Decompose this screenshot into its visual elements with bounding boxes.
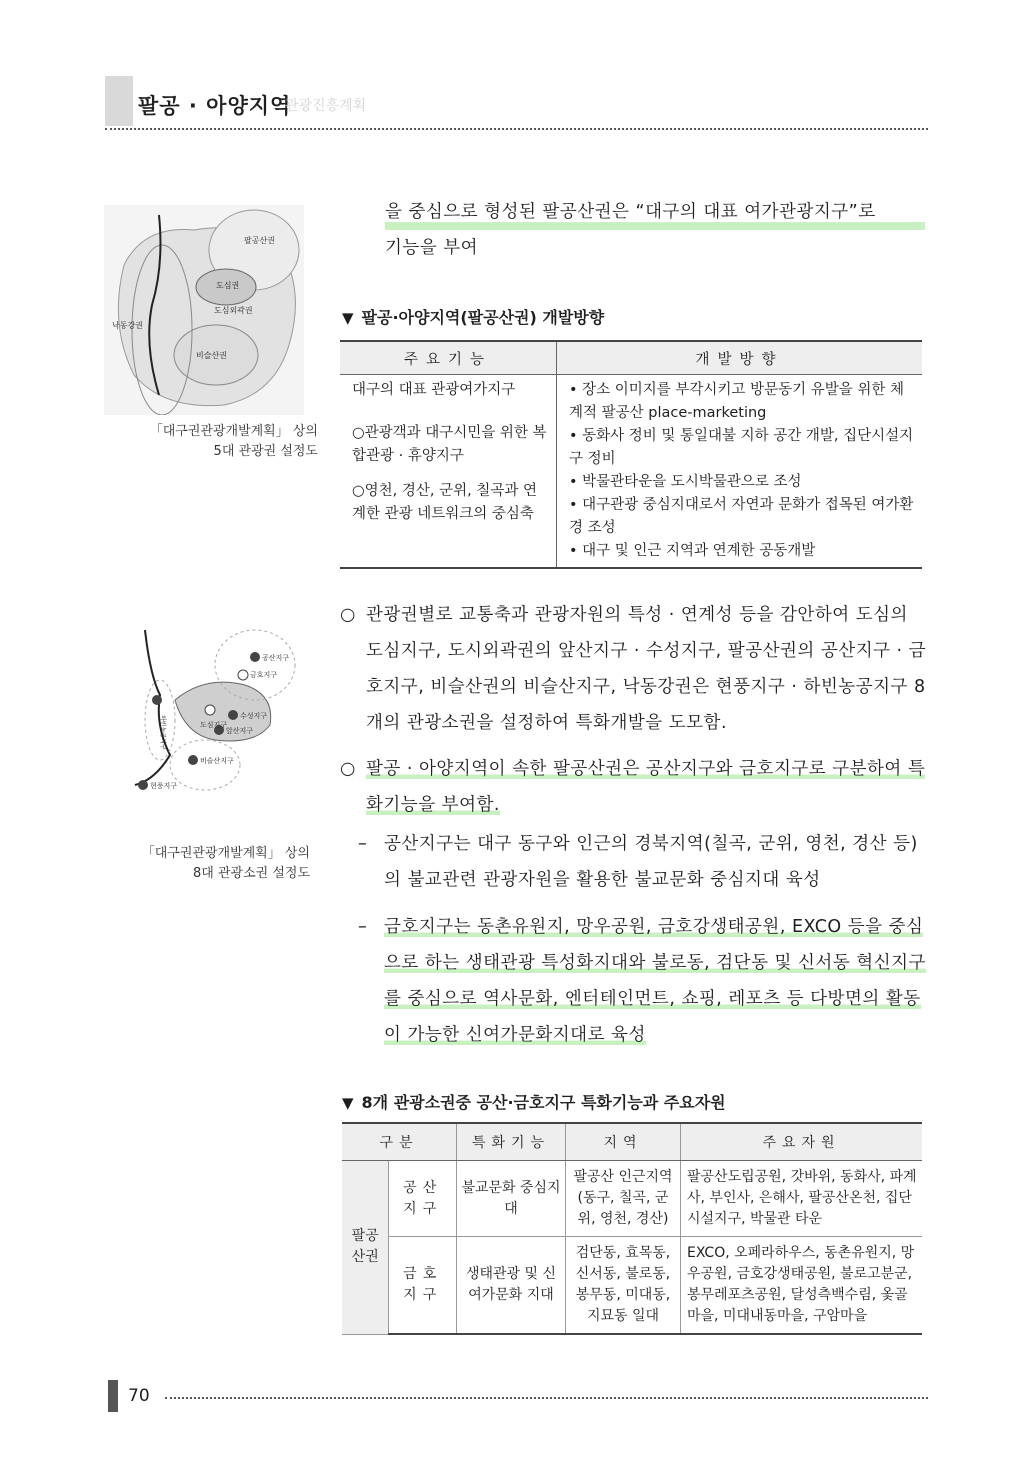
subzone-cell: 금호 지구: [389, 1237, 457, 1335]
footer-accent-bar: [108, 1380, 118, 1412]
section1-title-text: 팔공·아양지역(팔공산권) 개발방향: [361, 308, 605, 327]
circle-bullet-icon: ○: [340, 605, 356, 625]
triangle-bullet-icon: ▼: [342, 309, 354, 327]
bullet-text: 관광권별로 교통축과 관광자원의 특성 · 연계성 등을 감안하여 도심의 도심지구, 도시외곽권의 앞산지구 · 수성지구, 팔공산권의 공산지구 · 금호지구, 비슬산권의 비슬산지구, 낙동강권은 현풍지구 · 하빈농공지구 8개의 관광소권을 설정하여 특화개발을 도모함.: [366, 605, 927, 733]
footer-divider: [165, 1397, 928, 1399]
development-direction-table: [340, 340, 922, 569]
function-item: 대구의 대표 관광여가지구: [352, 382, 516, 398]
direction-item: • 대구 및 인근 지역과 연계한 공동개발: [569, 543, 816, 559]
group-cell: 팔공 산권: [342, 1161, 389, 1335]
table2-header: 구분: [342, 1123, 457, 1161]
directions-cell: [557, 375, 923, 569]
dash-paragraph: [358, 826, 928, 898]
map2-label: 공산지구: [262, 654, 290, 662]
map1-label: 도심권: [216, 281, 240, 290]
resources-cell: EXCO, 오페라하우스, 동촌유원지, 망우공원, 금호강생태공원, 불로고분군, 봉무레포츠공원, 달성측백수림, 옻골마을, 미대내동마을, 구암마을: [681, 1237, 923, 1335]
section2-title: [342, 1090, 726, 1113]
resources-cell: 팔공산도립공원, 갓바위, 동화사, 파계사, 부인사, 은해사, 팔공산온천, 집단시설지구, 박물관 타운: [681, 1161, 923, 1237]
functions-cell: [340, 375, 557, 569]
map1-label: 팔공산권: [244, 236, 275, 245]
map2-label: 비슬산지구: [200, 757, 234, 765]
map2-label: 수성지구: [240, 712, 268, 720]
subzone-cell: 공산 지구: [389, 1161, 457, 1237]
bullet-paragraph: [340, 597, 930, 741]
map2-label: 앞산지구: [226, 727, 254, 735]
caption-line: 5대 관광권 설정도: [213, 444, 318, 459]
area-cell: 팔공산 인근지역 (동구, 칠곡, 군위, 영천, 경산): [566, 1161, 681, 1237]
dash-bullet-icon: –: [358, 917, 368, 937]
table2-header: 주요자원: [681, 1123, 923, 1161]
intro-paragraph: [385, 194, 925, 266]
map2-label: 도심지구: [200, 721, 228, 729]
header-accent-bar: [105, 76, 133, 126]
caption-line: 8대 관광소권 설정도: [193, 866, 310, 881]
page-number: 70: [128, 1386, 150, 1406]
subzone-resource-table: [342, 1122, 922, 1335]
section2-title-text: 8개 관광소권중 공산·금호지구 특화기능과 주요자원: [361, 1093, 726, 1112]
direction-item: • 동화사 정비 및 통일대불 지하 공간 개발, 집단시설지구 정비: [569, 428, 914, 467]
intro-line: 을 중심으로 형성된 팔공산권은 “대구의 대표 여가관광지구”로: [385, 194, 925, 230]
table2-header: 특화기능: [457, 1123, 566, 1161]
dash-paragraph: [358, 909, 928, 1053]
section1-title: [342, 305, 604, 328]
map1-label: 낙동강권: [112, 321, 143, 330]
caption-line: 「대구권관광개발계획」 상의: [141, 846, 310, 861]
function-item: ○영천, 경산, 군위, 칠곡과 연계한 관광 네트워크의 중심축: [352, 483, 537, 522]
table1-header: 개발방향: [557, 341, 923, 375]
function-cell: 생태관광 및 신여가문화 지대: [457, 1237, 566, 1335]
intro-line: 기능을 부여: [385, 238, 479, 258]
triangle-bullet-icon: ▼: [342, 1094, 354, 1112]
map2-caption: [104, 844, 310, 884]
map2-label: 금호지구: [250, 671, 278, 679]
map-eight-tourism-subzones: [115, 615, 300, 800]
map1-label: 도심외곽권: [214, 306, 253, 315]
function-cell: 불교문화 중심지대: [457, 1161, 566, 1237]
header-divider: [105, 128, 928, 130]
chapter-title: 팔공 · 아양지역: [138, 94, 292, 118]
bullet-text: 팔공 · 아양지역이 속한 팔공산권은 공산지구와 금호지구로 구분하여 특화기능을 부여함.: [366, 759, 926, 815]
direction-item: • 대구관광 중심지대로서 자연과 문화가 접목된 여가환경 조성: [569, 497, 914, 536]
direction-item: • 장소 이미지를 부각시키고 방문동기 유발을 위한 체계적 팔공산 place-marketing: [569, 382, 904, 421]
direction-item: • 박물관타운을 도시박물관으로 조성: [569, 474, 802, 490]
map2-label: 현풍지구: [150, 782, 178, 790]
chapter-subtitle: 관광진흥계획: [285, 98, 367, 114]
dash-text: 공산지구는 대구 동구와 인근의 경북지역(칠곡, 군위, 영천, 경산 등)의 불교관련 관광자원을 활용한 불교문화 중심지대 육성: [384, 834, 918, 890]
map1-label: 비슬산권: [196, 351, 227, 360]
area-cell: 검단동, 효목동, 신서동, 불로동, 봉무동, 미대동, 지묘동 일대: [566, 1237, 681, 1335]
dash-bullet-icon: –: [358, 834, 368, 854]
dash-text: 금호지구는 동촌유원지, 망우공원, 금호강생태공원, EXCO 등을 중심으로 하는 생태관광 특성화지대와 불로동, 검단동 및 신서동 혁신지구를 중심으로 역사문화, 엔터테인먼트, 쇼핑, 레포츠 등 다방면의 활동이 가능한 신여가문화지대로 육성: [384, 917, 926, 1045]
map2-label: 하빈농공지구: [159, 715, 166, 750]
table1-header: 주요기능: [340, 341, 557, 375]
bullet-paragraph: [340, 751, 930, 823]
caption-line: 「대구권관광개발계획」 상의: [149, 424, 318, 439]
map-five-tourism-zones: [104, 205, 304, 415]
circle-bullet-icon: ○: [340, 759, 356, 779]
function-item: ○관광객과 대구시민을 위한 복합관광 · 휴양지구: [352, 425, 547, 464]
table2-header: 지역: [566, 1123, 681, 1161]
map1-caption: [104, 422, 318, 462]
